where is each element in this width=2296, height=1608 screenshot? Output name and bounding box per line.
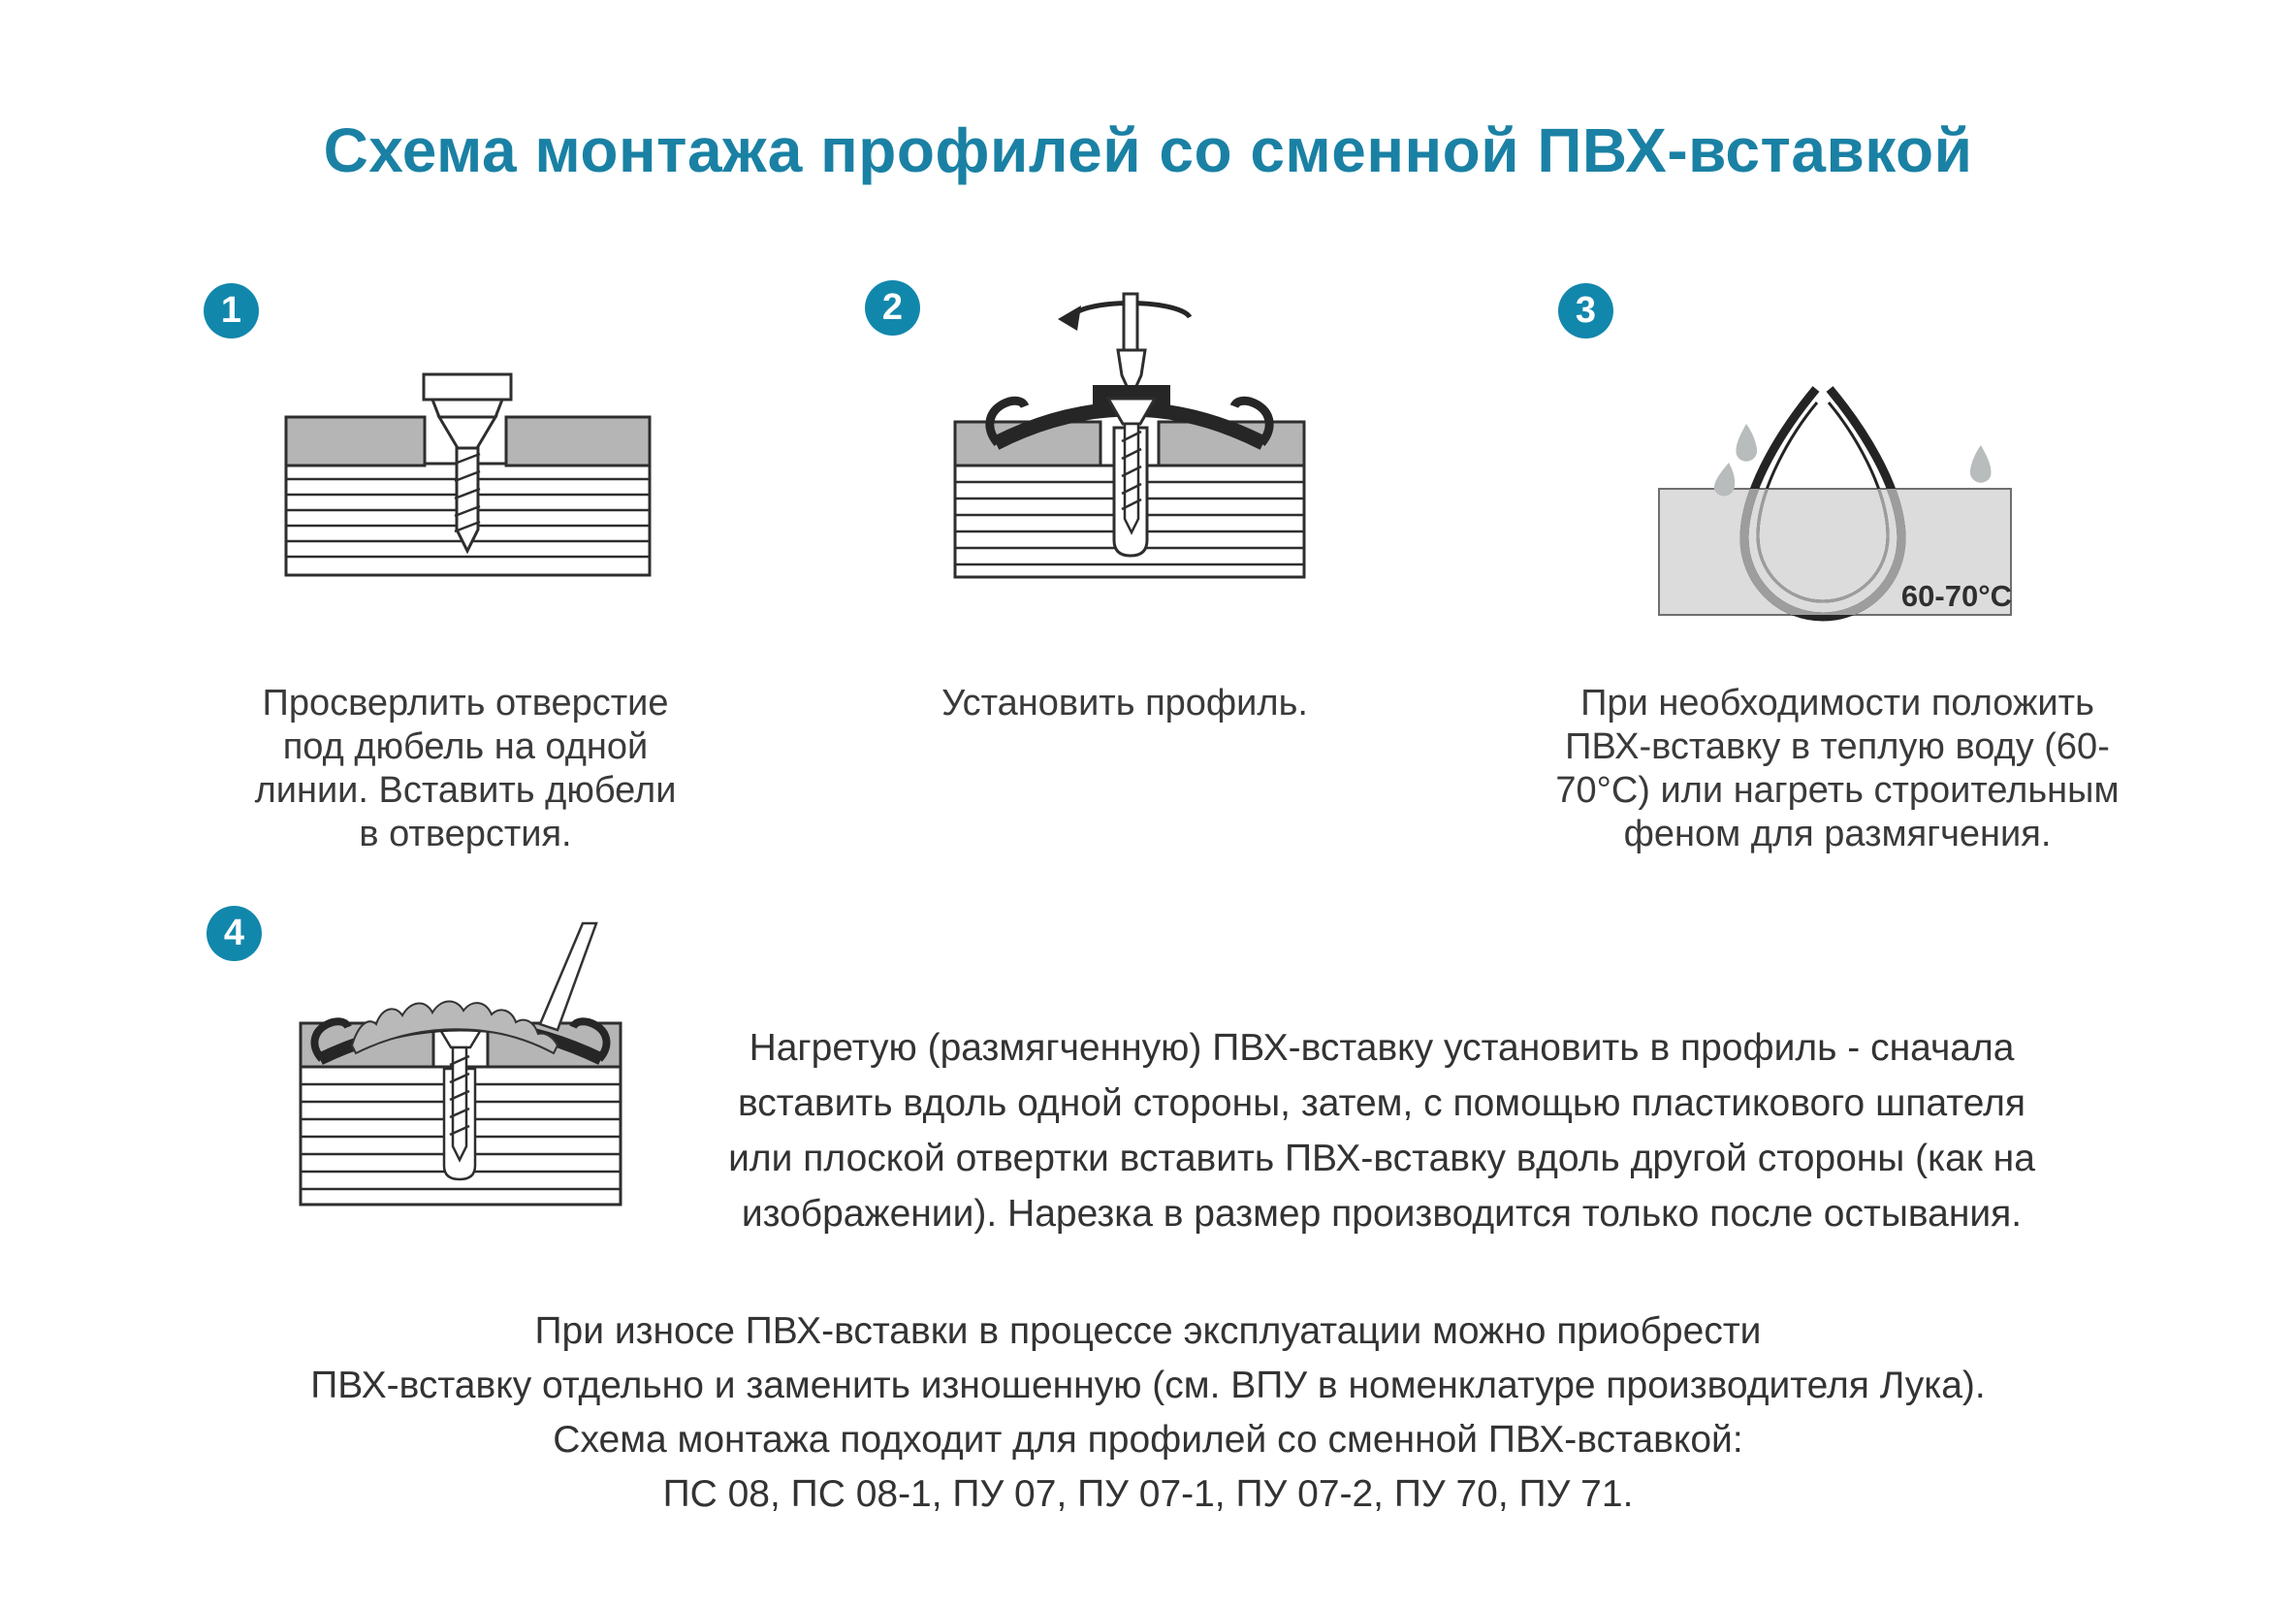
drill-dowel-icon bbox=[271, 367, 659, 590]
water-temperature-label: 60-70°С bbox=[1900, 579, 2012, 613]
step4-caption-line3: или плоской отвертки вставить ПВХ-вставку вдоль другой стороны (как на bbox=[728, 1138, 2035, 1179]
step4-caption bbox=[640, 1020, 2123, 1241]
step2-caption-line1: Установить профиль. bbox=[941, 683, 1308, 724]
rotation-arrowhead bbox=[1058, 306, 1081, 331]
step1-illustration bbox=[271, 367, 659, 590]
step4-caption-line1: Нагретую (размягченную) ПВХ-вставку установить в профиль - сначала bbox=[749, 1027, 2015, 1069]
insert-pvc-icon bbox=[276, 921, 645, 1212]
step1-badge bbox=[204, 283, 259, 338]
step3-caption bbox=[1498, 682, 2177, 856]
footer-note bbox=[0, 1304, 2296, 1522]
step3-caption-line3: 70°С) или нагреть строительным bbox=[1555, 770, 2120, 811]
step1-number: 1 bbox=[220, 290, 242, 331]
footer-line1: При износе ПВХ-вставки в процессе эксплуатации можно приобрести bbox=[534, 1310, 1762, 1352]
footer-line4: ПС 08, ПС 08-1, ПУ 07, ПУ 07-1, ПУ 07-2, ПУ 70, ПУ 71. bbox=[662, 1473, 1634, 1515]
footer-line3: Схема монтажа подходит для профилей со сменной ПВХ-вставкой: bbox=[553, 1419, 1743, 1461]
step1-caption-line1: Просверлить отверстие bbox=[262, 683, 669, 724]
step4-badge bbox=[207, 906, 262, 961]
step3-number: 3 bbox=[1575, 290, 1597, 331]
screwdriver-icon bbox=[1118, 294, 1145, 397]
install-profile-icon bbox=[936, 286, 1323, 587]
step3-caption-line2: ПВХ-вставку в теплую воду (60- bbox=[1565, 726, 2110, 767]
step2-illustration bbox=[936, 286, 1323, 587]
step4-caption-line2: вставить вдоль одной стороны, затем, с помощью пластикового шпателя bbox=[737, 1082, 2026, 1124]
step1-caption bbox=[223, 682, 708, 856]
step3-badge bbox=[1558, 283, 1613, 338]
page-title: Схема монтажа профилей со сменной ПВХ-вставкой bbox=[323, 115, 1973, 185]
step1-caption-line3: линии. Вставить дюбели bbox=[254, 770, 677, 811]
step2-caption bbox=[882, 682, 1367, 725]
step2-badge bbox=[865, 280, 920, 336]
step4-illustration bbox=[276, 921, 645, 1212]
step1-caption-line2: под дюбель на одной bbox=[282, 726, 649, 767]
flat-screwdriver-icon bbox=[540, 923, 596, 1030]
step4-number: 4 bbox=[223, 913, 245, 953]
step3-caption-line4: феном для размягчения. bbox=[1623, 814, 2052, 854]
floor-covering-right bbox=[506, 417, 650, 466]
footer-line2: ПВХ-вставку отдельно и заменить изношенную (см. ВПУ в номенклатуре производителя Лука). bbox=[310, 1365, 1986, 1406]
step2-number: 2 bbox=[881, 287, 904, 328]
step3-caption-line1: При необходимости положить bbox=[1580, 683, 2094, 724]
step1-caption-line4: в отверстия. bbox=[359, 814, 572, 854]
floor-covering-left bbox=[286, 417, 425, 466]
step4-caption-line4: изображении). Нарезка в размер производится только после остывания. bbox=[741, 1193, 2023, 1235]
